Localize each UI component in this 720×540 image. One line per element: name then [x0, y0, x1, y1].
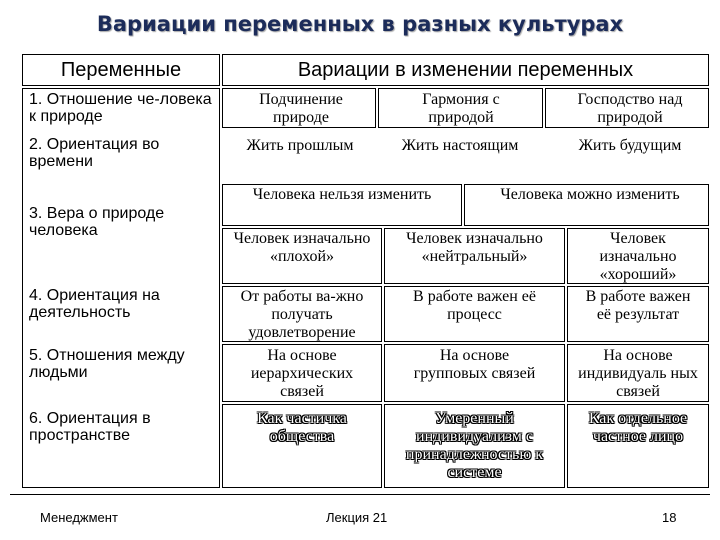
slide-title: Вариации переменных в разных культурах [96, 12, 624, 36]
row-label-5-text: 5. Отношения между людьми [29, 347, 185, 381]
row-label-3 [29, 205, 219, 239]
cell-3-1: Человек изначально «плохой» [233, 230, 371, 265]
footer-page-number: 18 [662, 510, 677, 525]
row-label-4-text: 4. Ориентация на деятельность [29, 287, 160, 321]
variables-header: Переменные [60, 59, 182, 81]
cell-3-top-left: Человека нельзя изменить [252, 186, 432, 203]
cell-6-2: Умеренный индивидуализм с принадлежностью к системе [405, 410, 544, 481]
cell-1-2: Гармония с природой [422, 91, 500, 126]
cell-5-3: На основе индивидуаль ных связей [578, 347, 698, 400]
row-label-3-text: 3. Вера о природе человека [29, 205, 165, 239]
cell-6-1: Как частичка общества [257, 410, 347, 445]
row-label-6-text: 6. Ориентация в пространстве [29, 410, 151, 444]
cell-6-3: Как отдельное частное лицо [588, 410, 688, 445]
row-label-1-text: 1. Отношение че-ловека к природе [29, 91, 212, 125]
footer-divider [10, 494, 710, 495]
row-label-2-text: 2. Ориентация во времени [29, 136, 160, 170]
variations-header: Вариации в изменении переменных [297, 59, 634, 81]
row-label-1 [29, 91, 219, 125]
cell-2-2: Жить настоящим [401, 137, 519, 154]
cell-3-top-right: Человека можно изменить [500, 186, 680, 203]
cell-3-2: Человек изначально «нейтральный» [406, 230, 543, 265]
cell-4-3: В работе важен её результат [585, 288, 691, 323]
cell-2-3: Жить будущим [578, 137, 682, 154]
row-label-4 [29, 287, 219, 321]
cell-1-3: Господство над природой [577, 91, 683, 126]
cell-4-2: В работе важен её процесс [413, 288, 536, 323]
footer-course: Менеджмент [40, 510, 118, 525]
row-label-6 [29, 410, 219, 444]
cell-4-1: От работы ва-жно получать удовлетворение [240, 288, 364, 341]
row-label-5 [29, 347, 219, 381]
cell-1-1: Подчинение природе [259, 91, 343, 126]
cell-5-1: На основе иерархических связей [250, 347, 354, 400]
footer-lecture: Лекция 21 [326, 510, 388, 525]
row-label-2 [29, 136, 219, 170]
cell-5-2: На основе групповых связей [413, 347, 536, 382]
cell-3-3: Человек изначально «хороший» [599, 230, 677, 283]
cell-2-1: Жить прошлым [246, 137, 354, 154]
